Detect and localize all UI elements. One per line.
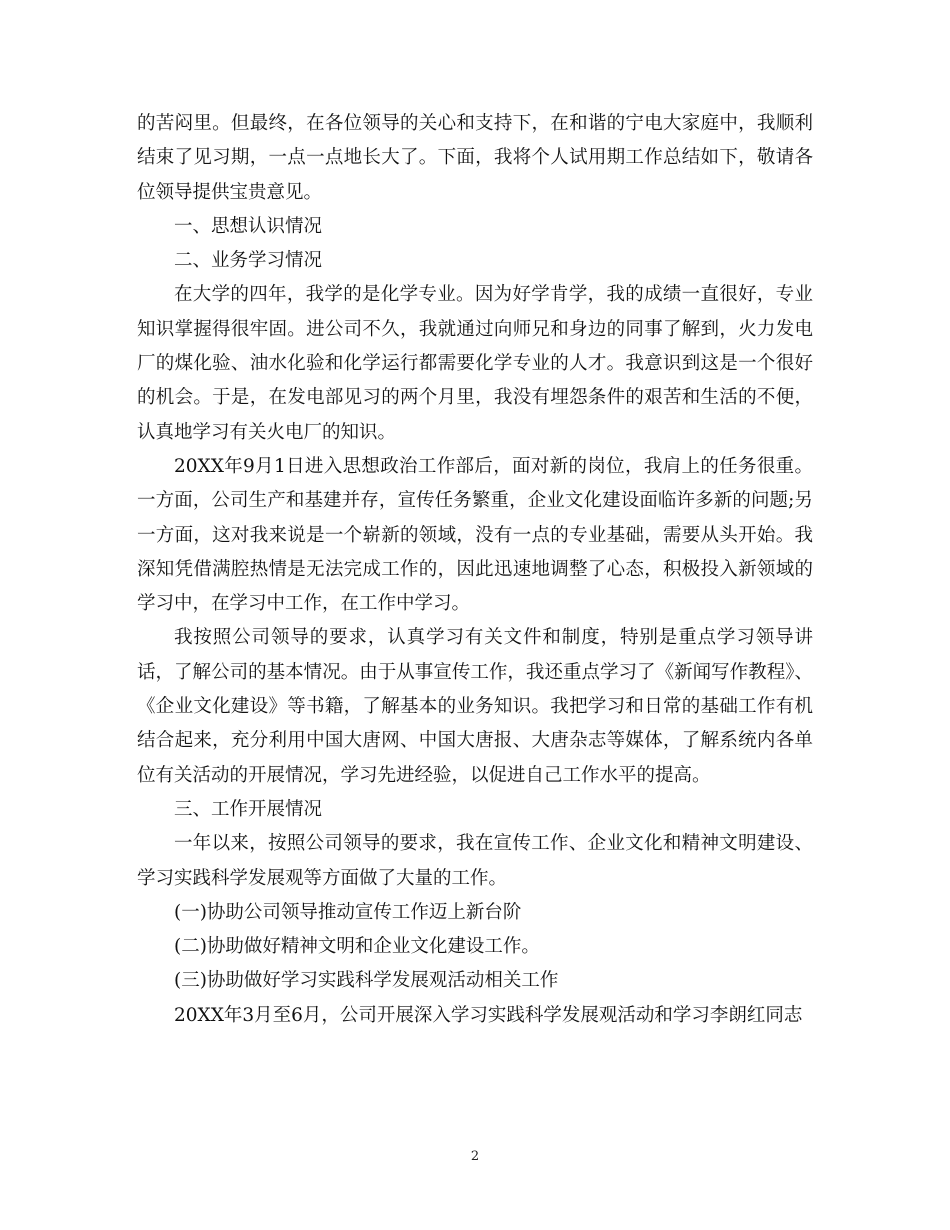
body-text	[137, 107, 813, 1033]
subheading-3: (三)协助做好学习实践科学发展观活动相关工作	[174, 970, 559, 992]
paragraph-university: 在大学的四年，我学的是化学专业。因为好学肯学，我的成绩一直很好，专业知识掌握得很牢固。进公司不久，我就通过向师兄和身边的同事了解到，火力发电厂的煤化验、油水化验和化学运行都需要化学专业的人才。我意识到这是一个很好的机会。于是，在发电部见习的两个月里，我没有埋怨条件的艰苦和生活的不便，认真地学习有关火电厂的知识。	[137, 284, 813, 443]
section-heading-thought: 一、思想认识情况	[174, 215, 323, 237]
subheading-2: (二)协助做好精神文明和企业文化建设工作。	[174, 936, 540, 958]
subheading-1: (一)协助公司领导推动宣传工作迈上新台阶	[174, 901, 522, 923]
paragraph-activity: 20XX年3月至6月，公司开展深入学习实践科学发展观活动和学习李朗红同志	[174, 1004, 803, 1026]
section-heading-work: 三、工作开展情况	[174, 798, 323, 820]
paragraph-intro: 的苦闷里。但最终，在各位领导的关心和支持下，在和谐的宁电大家庭中，我顺利结束了见习期，一点一点地长大了。下面，我将个人试用期工作总结如下，敬请各位领导提供宝贵意见。	[137, 113, 813, 203]
section-heading-study: 二、业务学习情况	[174, 250, 323, 272]
page-number: 2	[470, 1149, 480, 1164]
paragraph-new-post: 20XX年9月1日进入思想政治工作部后，面对新的岗位，我肩上的任务很重。一方面，公司生产和基建并存，宣传任务繁重，企业文化建设面临许多新的问题;另一方面，这对我来说是一个崭新的领域，没有一点的专业基础，需要从头开始。我深知凭借满腔热情是无法完成工作的，因此迅速地调整了心态，积极投入新领域的学习中，在学习中工作，在工作中学习。	[137, 455, 813, 615]
paragraph-learning: 我按照公司领导的要求，认真学习有关文件和制度，特别是重点学习领导讲话，了解公司的基本情况。由于从事宣传工作，我还重点学习了《新闻写作教程》、《企业文化建设》等书籍，了解基本的业务知识。我把学习和日常的基础工作有机结合起来，充分利用中国大唐网、中国大唐报、大唐杂志等媒体，了解系统内各单位有关活动的开展情况，学习先进经验，以促进自己工作水平的提高。	[137, 627, 813, 786]
paragraph-year-review: 一年以来，按照公司领导的要求，我在宣传工作、企业文化和精神文明建设、学习实践科学发展观等方面做了大量的工作。	[137, 833, 813, 889]
